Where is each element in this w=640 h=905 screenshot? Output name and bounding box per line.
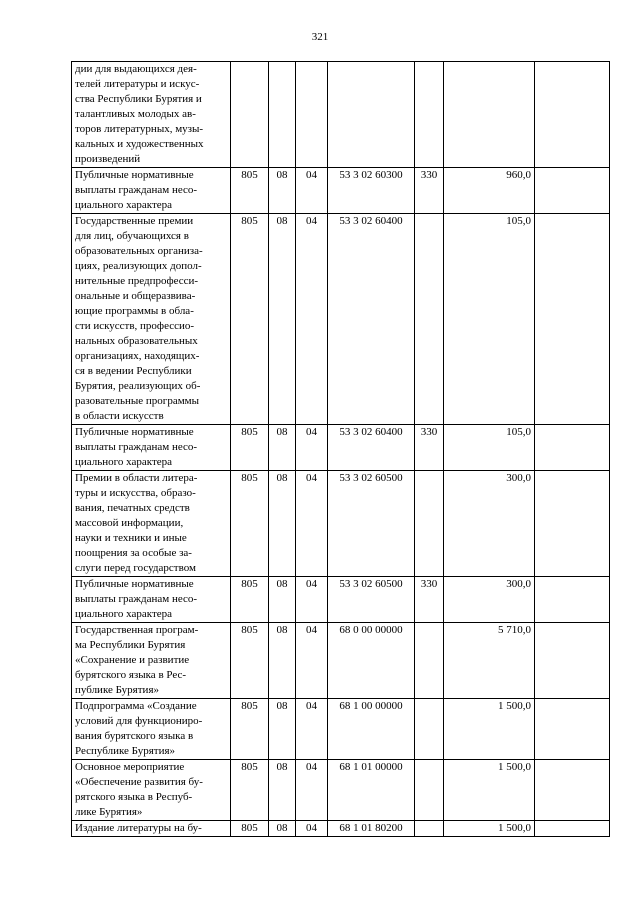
extra-column-cell (535, 623, 610, 699)
ministry-code-cell: 805 (231, 623, 269, 699)
item-name-line: разовательные программы (75, 395, 200, 407)
item-name-line: сти искусств, профессио- (75, 320, 195, 332)
item-name-line: Публичные нормативные (75, 169, 194, 181)
expense-type-cell: 330 (415, 425, 444, 471)
item-name-line: лике Бурятия» (75, 806, 143, 818)
section-code-cell: 08 (269, 760, 296, 821)
table-row (72, 425, 610, 471)
item-name-line: Государственная програм- (75, 624, 199, 636)
item-name-cell (72, 471, 231, 577)
amount-cell: 1 500,0 (444, 760, 535, 821)
section-code-cell: 08 (269, 214, 296, 425)
item-name-line: ства Республики Бурятия и (75, 93, 202, 105)
ministry-code-cell: 805 (231, 214, 269, 425)
item-name-line: циального характера (75, 456, 173, 468)
target-article-cell: 68 1 01 00000 (328, 760, 415, 821)
expense-type-cell: 330 (415, 577, 444, 623)
ministry-code-cell: 805 (231, 821, 269, 837)
item-name-cell (72, 168, 231, 214)
section-code-cell: 08 (269, 577, 296, 623)
budget-table (71, 61, 610, 837)
ministry-code-cell: 805 (231, 425, 269, 471)
target-article-cell: 68 1 00 00000 (328, 699, 415, 760)
item-name-line: ма Республики Бурятия (75, 639, 186, 651)
expense-type-cell (415, 62, 444, 168)
amount-cell: 300,0 (444, 577, 535, 623)
ministry-code-cell: 805 (231, 471, 269, 577)
item-name-cell (72, 577, 231, 623)
target-article-cell: 53 3 02 60500 (328, 577, 415, 623)
table-row (72, 760, 610, 821)
item-name-cell (72, 821, 231, 837)
item-name-line: выплаты гражданам несо- (75, 441, 198, 453)
target-article-cell (328, 62, 415, 168)
item-name-cell (72, 214, 231, 425)
extra-column-cell (535, 471, 610, 577)
expense-type-cell: 330 (415, 168, 444, 214)
item-name-line: ональные и общеразвива- (75, 290, 196, 302)
item-name-line: массовой информации, (75, 517, 184, 529)
item-name-line: бурятского языка в Рес- (75, 669, 187, 681)
amount-cell: 5 710,0 (444, 623, 535, 699)
item-name-line: нальных образовательных (75, 335, 198, 347)
expense-type-cell (415, 471, 444, 577)
item-name-line: Подпрограмма «Создание (75, 700, 197, 712)
page-number: 321 (311, 31, 329, 43)
subsection-code-cell: 04 (296, 577, 328, 623)
item-name-line: Бурятия, реализующих об- (75, 380, 201, 392)
item-name-line: выплаты гражданам несо- (75, 184, 198, 196)
item-name-line: Республике Бурятия» (75, 745, 176, 757)
item-name-line: Издание литературы на бу- (75, 822, 202, 834)
table-row (72, 699, 610, 760)
item-name-line: поощрения за особые за- (75, 547, 192, 559)
expense-type-cell (415, 760, 444, 821)
item-name-line: Публичные нормативные (75, 578, 194, 590)
extra-column-cell (535, 821, 610, 837)
extra-column-cell (535, 62, 610, 168)
subsection-code-cell: 04 (296, 821, 328, 837)
item-name-line: кальных и художественных (75, 138, 204, 150)
expense-type-cell (415, 623, 444, 699)
item-name-line: «Обеспечение развития бу- (75, 776, 203, 788)
section-code-cell: 08 (269, 425, 296, 471)
subsection-code-cell: 04 (296, 760, 328, 821)
budget-table-body (72, 62, 610, 837)
item-name-line: произведений (75, 153, 141, 165)
section-code-cell: 08 (269, 623, 296, 699)
item-name-line: торов литературных, музы- (75, 123, 204, 135)
target-article-cell: 53 3 02 60400 (328, 214, 415, 425)
item-name-cell (72, 699, 231, 760)
section-code-cell: 08 (269, 699, 296, 760)
item-name-line: образовательных организа- (75, 245, 203, 257)
table-row (72, 623, 610, 699)
extra-column-cell (535, 168, 610, 214)
subsection-code-cell: 04 (296, 425, 328, 471)
item-name-line: телей литературы и искус- (75, 78, 200, 90)
subsection-code-cell: 04 (296, 623, 328, 699)
item-name-line: Публичные нормативные (75, 426, 194, 438)
amount-cell: 105,0 (444, 425, 535, 471)
item-name-line: Премии в области литера- (75, 472, 198, 484)
item-name-line: циях, реализующих допол- (75, 260, 202, 272)
expense-type-cell (415, 214, 444, 425)
extra-column-cell (535, 760, 610, 821)
table-row (72, 821, 610, 837)
item-name-line: циального характера (75, 199, 173, 211)
extra-column-cell (535, 214, 610, 425)
item-name-line: ющие программы в обла- (75, 305, 194, 317)
ministry-code-cell: 805 (231, 577, 269, 623)
section-code-cell: 08 (269, 471, 296, 577)
item-name-cell (72, 62, 231, 168)
subsection-code-cell: 04 (296, 699, 328, 760)
item-name-line: науки и техники и иные (75, 532, 187, 544)
extra-column-cell (535, 699, 610, 760)
amount-cell: 1 500,0 (444, 821, 535, 837)
item-name-line: публике Бурятия» (75, 684, 159, 696)
table-row (72, 214, 610, 425)
section-code-cell (269, 62, 296, 168)
target-article-cell: 53 3 02 60500 (328, 471, 415, 577)
expense-type-cell (415, 821, 444, 837)
ministry-code-cell (231, 62, 269, 168)
item-name-line: «Сохранение и развитие (75, 654, 190, 666)
item-name-line: Основное мероприятие (75, 761, 185, 773)
item-name-line: рятского языка в Респуб- (75, 791, 193, 803)
amount-cell (444, 62, 535, 168)
target-article-cell: 68 1 01 80200 (328, 821, 415, 837)
item-name-line: выплаты гражданам несо- (75, 593, 198, 605)
subsection-code-cell: 04 (296, 214, 328, 425)
table-row (72, 471, 610, 577)
table-row (72, 62, 610, 168)
item-name-line: слуги перед государством (75, 562, 196, 574)
item-name-line: условий для функциониро- (75, 715, 203, 727)
amount-cell: 1 500,0 (444, 699, 535, 760)
item-name-line: дии для выдающихся дея- (75, 63, 197, 75)
item-name-line: циального характера (75, 608, 173, 620)
item-name-line: ся в ведении Республики (75, 365, 192, 377)
item-name-line: вания, печатных средств (75, 502, 190, 514)
expense-type-cell (415, 699, 444, 760)
extra-column-cell (535, 425, 610, 471)
item-name-line: в области искусств (75, 410, 164, 422)
item-name-cell (72, 760, 231, 821)
target-article-cell: 53 3 02 60400 (328, 425, 415, 471)
item-name-line: Государственные премии (75, 215, 194, 227)
ministry-code-cell: 805 (231, 168, 269, 214)
amount-cell: 300,0 (444, 471, 535, 577)
item-name-line: организациях, находящих- (75, 350, 200, 362)
item-name-cell (72, 623, 231, 699)
item-name-line: нительные предпрофесси- (75, 275, 199, 287)
amount-cell: 105,0 (444, 214, 535, 425)
table-row (72, 577, 610, 623)
item-name-line: вания бурятского языка в (75, 730, 194, 742)
ministry-code-cell: 805 (231, 699, 269, 760)
extra-column-cell (535, 577, 610, 623)
section-code-cell: 08 (269, 168, 296, 214)
table-row (72, 168, 610, 214)
subsection-code-cell: 04 (296, 471, 328, 577)
amount-cell: 960,0 (444, 168, 535, 214)
target-article-cell: 53 3 02 60300 (328, 168, 415, 214)
ministry-code-cell: 805 (231, 760, 269, 821)
item-name-line: туры и искусства, образо- (75, 487, 196, 499)
subsection-code-cell: 04 (296, 168, 328, 214)
subsection-code-cell (296, 62, 328, 168)
item-name-cell (72, 425, 231, 471)
item-name-line: талантливых молодых ав- (75, 108, 196, 120)
target-article-cell: 68 0 00 00000 (328, 623, 415, 699)
item-name-line: для лиц, обучающихся в (75, 230, 189, 242)
section-code-cell: 08 (269, 821, 296, 837)
